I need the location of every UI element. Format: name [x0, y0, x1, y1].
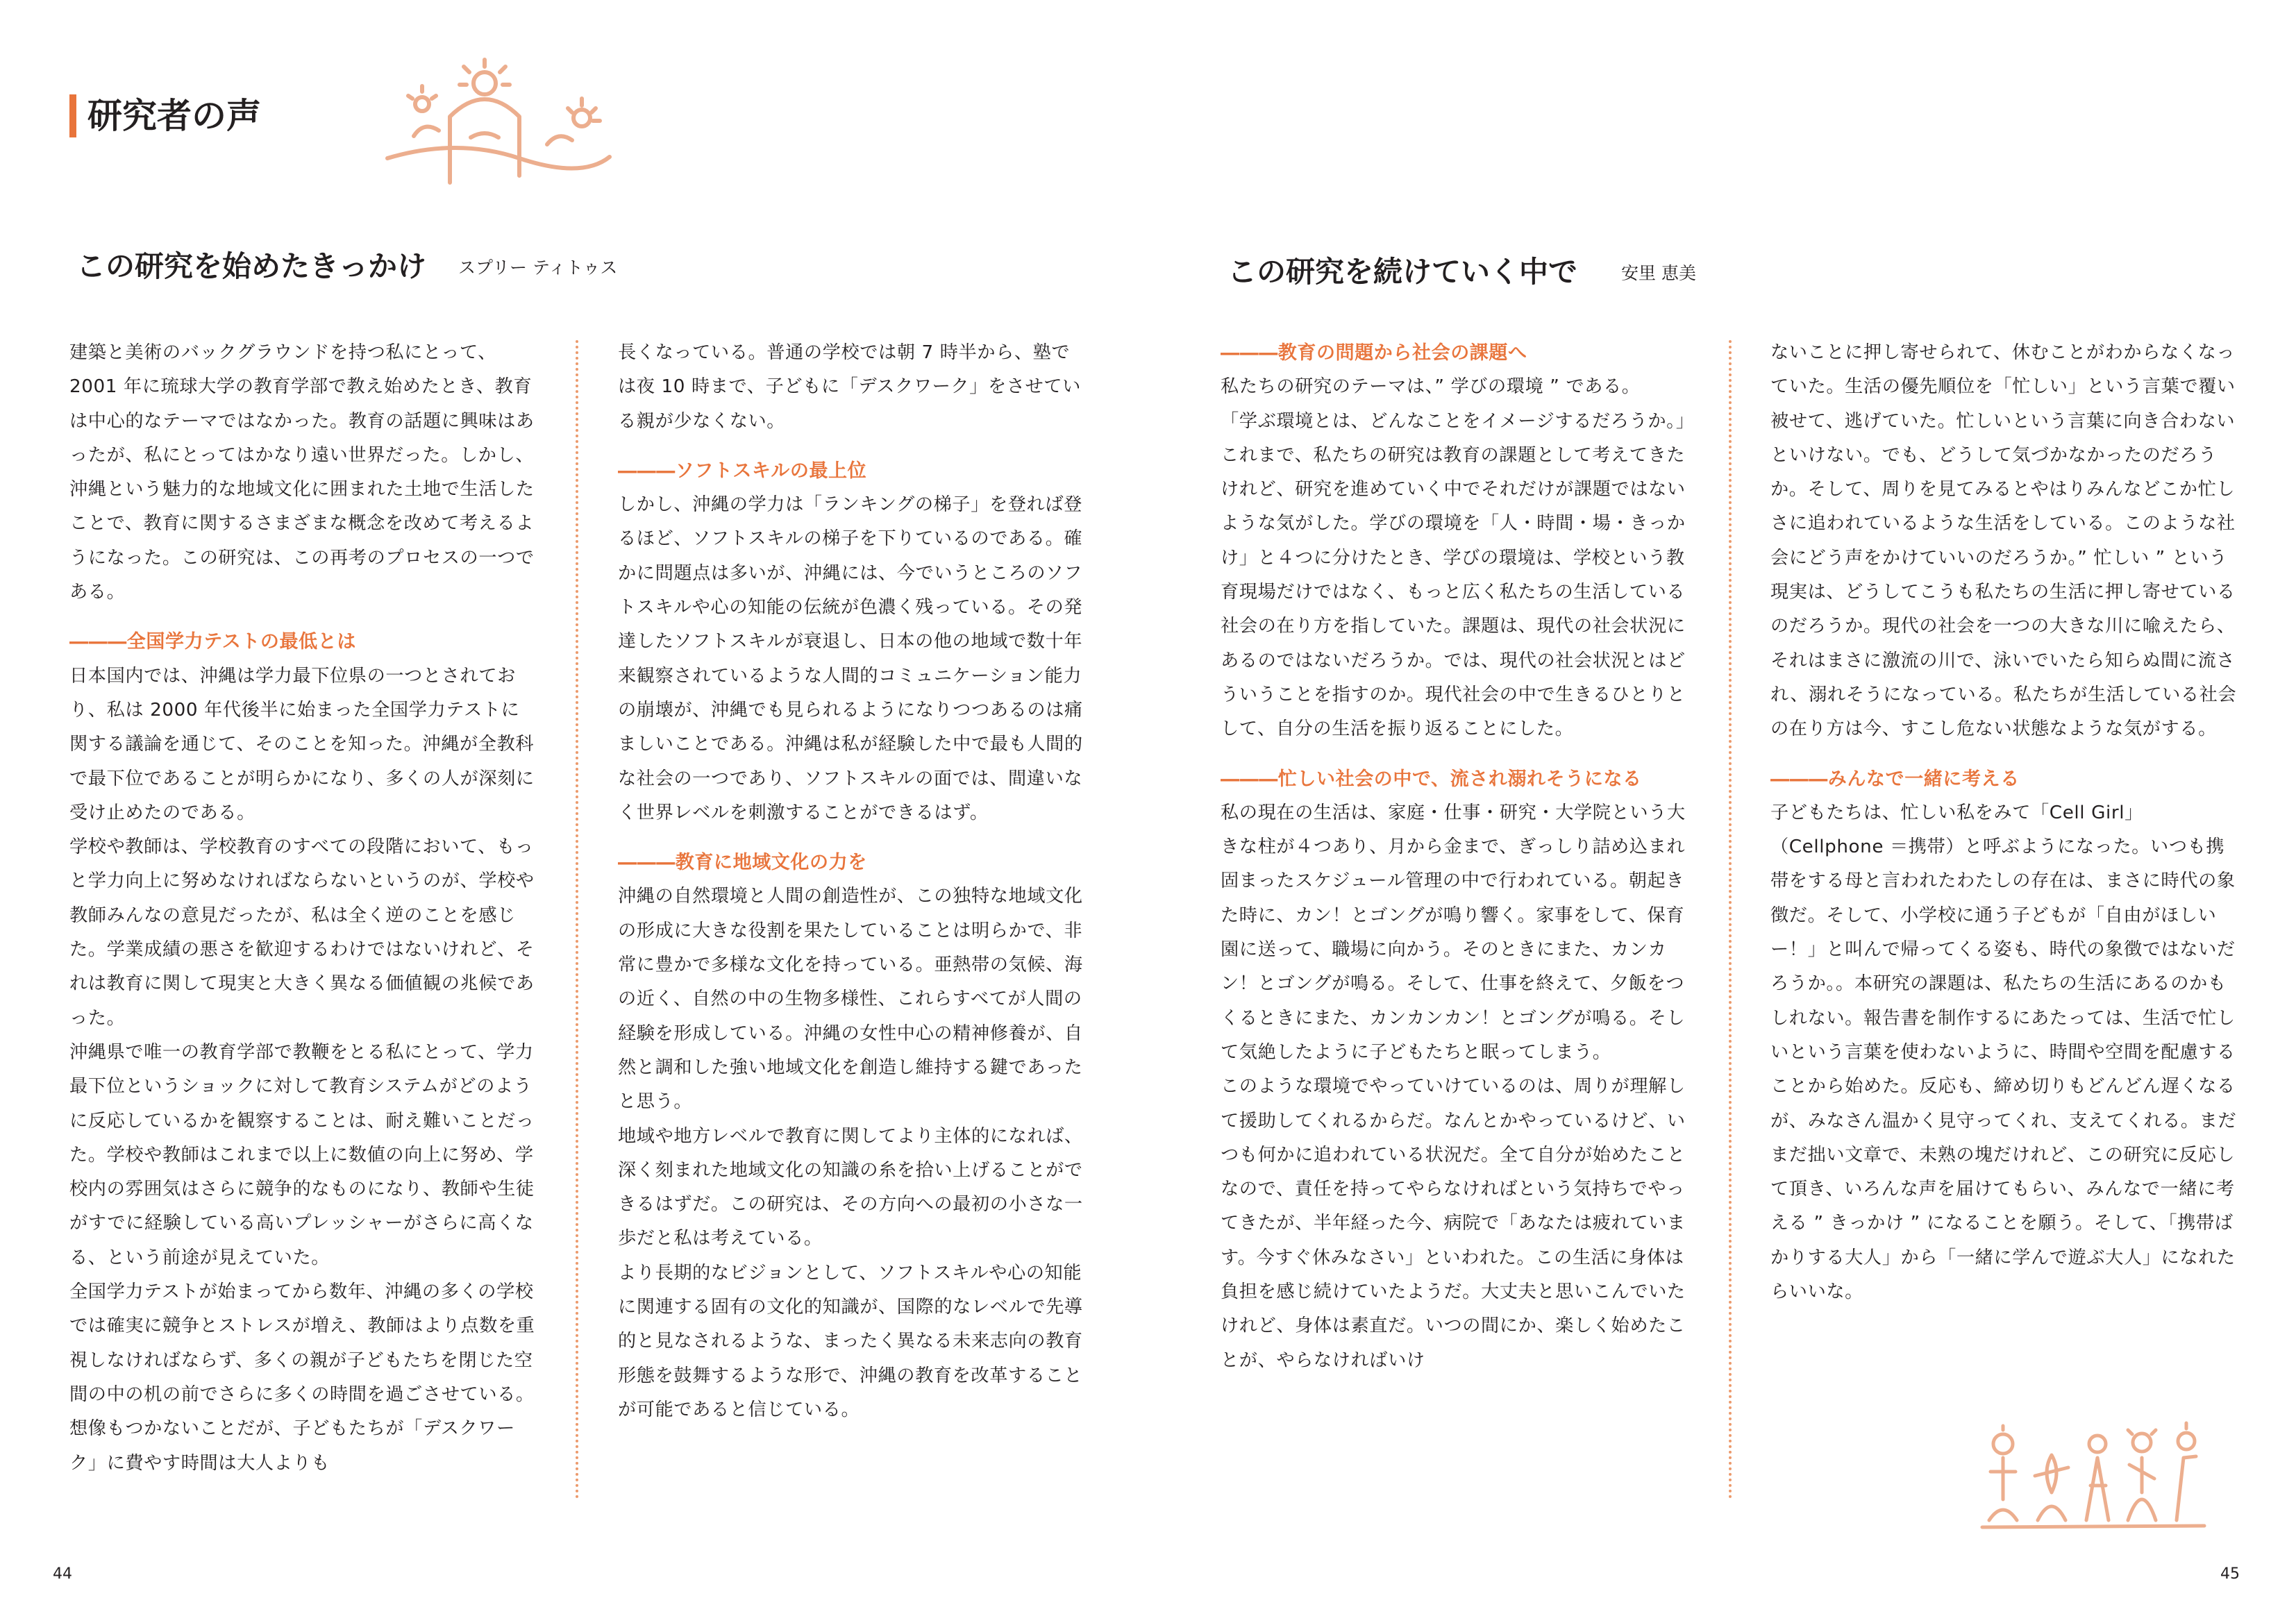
body-paragraph: 私たちの研究のテーマは、” 学びの環境 ” である。	[1221, 376, 1641, 398]
section-spacer	[1770, 747, 2237, 762]
column-divider	[576, 340, 578, 1499]
title-accent-bar	[69, 94, 76, 137]
body-paragraph: 建築と美術のバックグラウンドを持つ私にとって、2001 年に琉球大学の教育学部で教え始めたとき、教育は中心的なテーマではなかった。教育の話題に興味はあったが、私にとってはかなり遠い世界だった。しかし、沖縄という魅力的な地域文化に囲まれた土地で生活したことで、教育に関するさまざまな概念を改めて考えるようになった。この研究は、この再考のプロセスの一つである。	[69, 342, 535, 603]
sun-hill-doodle-icon	[380, 54, 617, 186]
body-paragraph: 長くなっている。普通の学校では朝 7 時半から、塾では夜 10 時まで、子どもに「デスクワーク」をさせている親が少なくない。	[618, 342, 1081, 432]
column-divider	[1729, 340, 1732, 1499]
left-column-2	[618, 336, 1084, 1427]
section-spacer	[618, 439, 1084, 454]
body-paragraph: 全国学力テストが始まってから数年、沖縄の多くの学校では確実に競争とストレスが増え、教師はより点数を重視しなければならず、多くの親が子どもたちを閉じた空間の中の机の前でさらに多くの時間を過ごさせている。想像もつかないことだが、子どもたちが「デスクワーク」に費やす時間は大人よりも	[69, 1281, 535, 1474]
section-spacer	[618, 830, 1084, 846]
section-heading: ―――教育の問題から社会の課題へ	[1221, 342, 1527, 364]
page-title: 研究者の声	[87, 96, 261, 136]
section-heading: ―――全国学力テストの最低とは	[69, 631, 356, 653]
section-heading: ―――みんなで一緒に考える	[1770, 768, 2020, 790]
left-page-number: 44	[53, 1565, 72, 1583]
body-paragraph: 「学ぶ環境とは、どんなことをイメージするだろうか。」	[1221, 410, 1695, 432]
body-paragraph: 私の現在の生活は、家庭・仕事・研究・大学院という大きな柱が４つあり、月から金まで、ぎっしり詰め込まれ固まったスケジュール管理の中で行われている。朝起きた時に、カン！とゴングが鳴り響く。家事をして、保育園に送って、職場に向かう。そのときにまた、カンカン！とゴングが鳴る。そして、仕事を終えて、夕飯をつくるときにまた、カンカンカン！とゴングが鳴る。そして気絶したように子どもたちと眠ってしまう。	[1221, 802, 1686, 1063]
section-heading: ―――忙しい社会の中で、流され溺れそうになる	[1221, 768, 1642, 790]
body-paragraph: 学校や教師は、学校教育のすべての段階において、もっと学力向上に努めなければならないというのが、学校や教師みんなの意見だったが、私は全く逆のことを感じた。学業成績の悪さを歓迎するわけではないけれど、それは教育に関して現実と大きく異なる価値観の兆候であった。	[69, 836, 535, 1029]
left-article-title: この研究を始めたきっかけ	[76, 249, 427, 283]
right-column-2	[1770, 336, 2237, 1309]
body-paragraph: 沖縄県で唯一の教育学部で教鞭をとる私にとって、学力最下位というショックに対して教育システムがどのように反応しているかを観察することは、耐え難いことだった。学校や教師はこれまで以上に数値の向上に努め、学校内の雰囲気はさらに競争的なものになり、教師や生徒がすでに経験している高いプレッシャーがさらに高くなる、という前途が見えていた。	[69, 1041, 535, 1268]
body-paragraph: これまで、私たちの研究は教育の課題として考えてきたけれど、研究を進めていく中でそれだけが課題ではないような気がした。学びの環境を「人・時間・場・きっかけ」と４つに分けたとき、学びの環境は、学校という教育現場だけではなく、もっと広く私たちの生活している社会の在り方を指していた。課題は、現代の社会状況にあるのではないだろうか。では、現代の社会状況とはどういうことを指すのか。現代社会の中で生きるひとりとして、自分の生活を振り返ることにした。	[1221, 444, 1686, 740]
section-spacer	[69, 609, 536, 625]
body-paragraph: 地域や地方レベルで教育に関してより主体的になれば、深く刻まれた地域文化の知識の糸を拾い上げることができるはずだ。この研究は、その方向への最初の小さな一歩だと私は考えている。	[618, 1125, 1083, 1250]
right-page-number: 45	[2220, 1565, 2240, 1583]
section-heading: ―――ソフトスキルの最上位	[618, 460, 867, 482]
section-heading: ―――教育に地域文化の力を	[618, 852, 867, 874]
body-paragraph: しかし、沖縄の学力は「ランキングの梯子」を登れば登るほど、ソフトスキルの梯子を下りているのである。確かに問題点は多いが、沖縄には、今でいうところのソフトスキルや心の知能の伝統が色濃く残っている。その発達したソフトスキルが衰退し、日本の他の地域で数十年来観察されているような人間的コミュニケーション能力の崩壊が、沖縄でも見られるようになりつつあるのは痛ましいことである。沖縄は私が経験した中で最も人間的な社会の一つであり、ソフトスキルの面では、間違いなく世界レベルを刺激することができるはず。	[618, 494, 1083, 823]
right-column-1	[1221, 336, 1695, 1378]
body-paragraph: 沖縄の自然環境と人間の創造性が、この独特な地域文化の形成に大きな役割を果たしていることは明らかで、非常に豊かで多様な文化を持っている。亜熱帯の気候、海の近く、自然の中の生物多様性、これらすべてが人間の経験を形成している。沖縄の女性中心の精神修養が、自然と調和した強い地域文化を創造し維持する鍵であったと思う。	[618, 886, 1083, 1113]
hand-drawn-figures-icon	[1975, 1416, 2211, 1534]
section-spacer	[1221, 747, 1687, 762]
body-paragraph: このような環境でやっていけているのは、周りが理解して援助してくれるからだ。なんとかやっているけど、いつも何かに追われている状況だ。全て自分が始めたことなので、責任を持ってやらなければという気持ちでやってきたが、半年経った今、病院で「あなたは疲れています。今すぐ休みなさい」といわれた。この生活に身体は負担を感じ続けていたようだ。大丈夫と思いこんでいたけれど、身体は素直だ。いつの間にか、楽しく始めたことが、やらなければいけ	[1221, 1076, 1686, 1371]
right-article-author: 安里 恵美	[1621, 263, 1696, 283]
left-column-1	[69, 336, 536, 1481]
left-article-author: スプリー ティトゥス	[458, 258, 618, 278]
body-paragraph: 子どもたちは、忙しい私をみて「Cell Girl」（Cellphone ＝携帯）と呼ぶようになった。いつも携帯をする母と言われたわたしの存在は、まさに時代の象徴だ。そして、小学校に通う子どもが「自由がほしいー！」と叫んで帰ってくる姿も、時代の象徴ではないだろうか。。本研究の課題は、私たちの生活にあるのかもしれない。報告書を制作するにあたっては、生活で忙しいという言葉を使わないように、時間や空間を配慮することから始めた。反応も、締め切りもどんどん遅くなるが、みなさん温かく見守ってくれ、支えてくれる。まだまだ拙い文章で、未熟の塊だけれど、この研究に反応して頂き、いろんな声を届けてもらい、みんなで一緒に考える ” きっかけ ” になることを願う。そして、「携帯ばかりする大人」から「一緒に学んで遊ぶ大人」になれたらいいな。	[1770, 802, 2237, 1303]
right-article-title: この研究を続けていく中で	[1227, 255, 1578, 289]
body-paragraph: 日本国内では、沖縄は学力最下位県の一つとされており、私は 2000 年代後半に始まった全国学力テストに関する議論を通じて、そのことを知った。沖縄が全教科で最下位であることが明らかになり、多くの人が深刻に受け止めたのである。	[69, 665, 535, 823]
body-paragraph: より長期的なビジョンとして、ソフトスキルや心の知能に関連する固有の文化的知識が、国際的なレベルで先導的と見なされるような、まったく異なる未来志向の教育形態を鼓舞するような形で、沖縄の教育を改革することが可能であると信じている。	[618, 1262, 1083, 1420]
body-paragraph: ないことに押し寄せられて、休むことがわからなくなっていた。生活の優先順位を「忙しい」という言葉で覆い被せて、逃げていた。忙しいという言葉に向き合わないといけない。でも、どうして気づかなかったのだろうか。そして、周りを見てみるとやはりみんなどこか忙しさに追われているような生活をしている。このような社会にどう声をかけていいのだろうか。” 忙しい ” という現実は、どうしてこうも私たちの生活に押し寄せているのだろうか。現代の社会を一つの大きな川に喩えたら、それはまさに激流の川で、泳いでいたら知らぬ間に流され、溺れそうになっている。私たちが生活している社会の在り方は今、すこし危ない状態なような気がする。	[1770, 342, 2237, 740]
